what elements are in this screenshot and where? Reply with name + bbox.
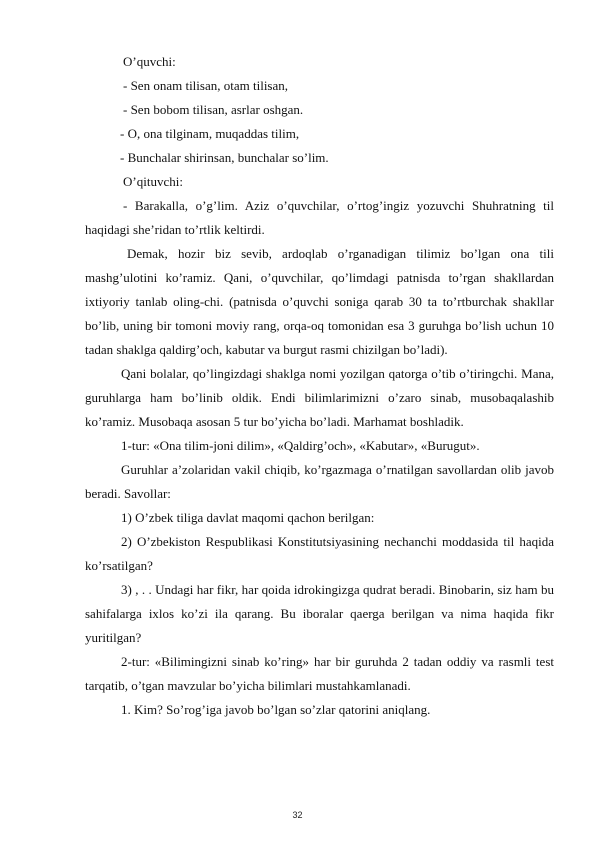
poem-line: - Bunchalar shirinsan, bunchalar so’lim. [120,150,329,165]
poem-line: - O, ona tilginam, muqaddas tilim, [120,126,300,141]
poem-line: - Sen bobom tilisan, asrlar oshgan. [123,102,304,117]
round-heading: 1-tur: «Ona tilim-joni dilim», «Qaldirg’och», «Kabutar», «Burugut». [121,438,480,453]
page-number: 32 [292,810,303,820]
paragraph: - Barakalla, o’g’lim. Aziz o’quvchilar, o’rtog’ingiz yozuvchi Shuhratning til haqidagi she’ridan to’rtlik keltirdi. [85,198,554,237]
paragraph: Demak, hozir biz sevib, ardoqlab o’rganadigan tilimiz bo’lgan ona tili mashg’ulotini ko’ramiz. Qani, o’quvchilar, qo’limdagi patnisda to’rgan shakllardan ixtiyoriy tanlab oling-chi. (patnisda o’quvchi soniga qarab 30 ta to’rtburchak shakllar bo’lib, uning bir tomoni moviy rang, orqa-oq tomonidan esa 3 guruhga bo’lish uchun 10 tadan shaklga qaldirg’och, kabutar va burgut rasmi chizilgan bo’ladi). [85,246,554,357]
question-item: 1) O’zbek tiliga davlat maqomi qachon berilgan: [121,510,375,525]
page-body [85,50,554,722]
round-heading: 2-tur: «Bilimingizni sinab ko’ring» har bir guruhda 2 tadan oddiy va rasmli test tarqatib, o’tgan mavzular bo’yicha bilimlari mustahkamlanadi. [85,654,554,693]
poem-line: - Sen onam tilisan, otam tilisan, [123,78,289,93]
speaker-label-teacher: O’qituvchi: [123,174,183,189]
speaker-label-student: O’quvchi: [123,54,176,69]
question-item: 2) O’zbekiston Respublikasi Konstitutsiyasining nechanchi moddasida til haqida ko’rsatilgan? [85,534,554,573]
question-item: 1. Kim? So’rog’iga javob bo’lgan so’zlar qatorini aniqlang. [121,702,431,717]
question-item: 3) , . . Undagi har fikr, har qoida idrokingizga qudrat beradi. Binobarin, siz ham bu sahifalarga ixlos ko’zi ila qarang. Bu iboralar qaerga berilgan va nima haqida fikr yuritilgan? [85,582,554,645]
paragraph: Guruhlar a’zolaridan vakil chiqib, ko’rgazmaga o’rnatilgan savollardan olib javob beradi. Savollar: [85,462,554,501]
paragraph: Qani bolalar, qo’lingizdagi shaklga nomi yozilgan qatorga o’tib o’tiringchi. Mana, guruhlarga ham bo’linib oldik. Endi bilimlarimizni o’zaro sinab, musobaqalashib ko’ramiz. Musobaqa asosan 5 tur bo’yicha bo’ladi. Marhamat boshladik. [85,366,554,429]
